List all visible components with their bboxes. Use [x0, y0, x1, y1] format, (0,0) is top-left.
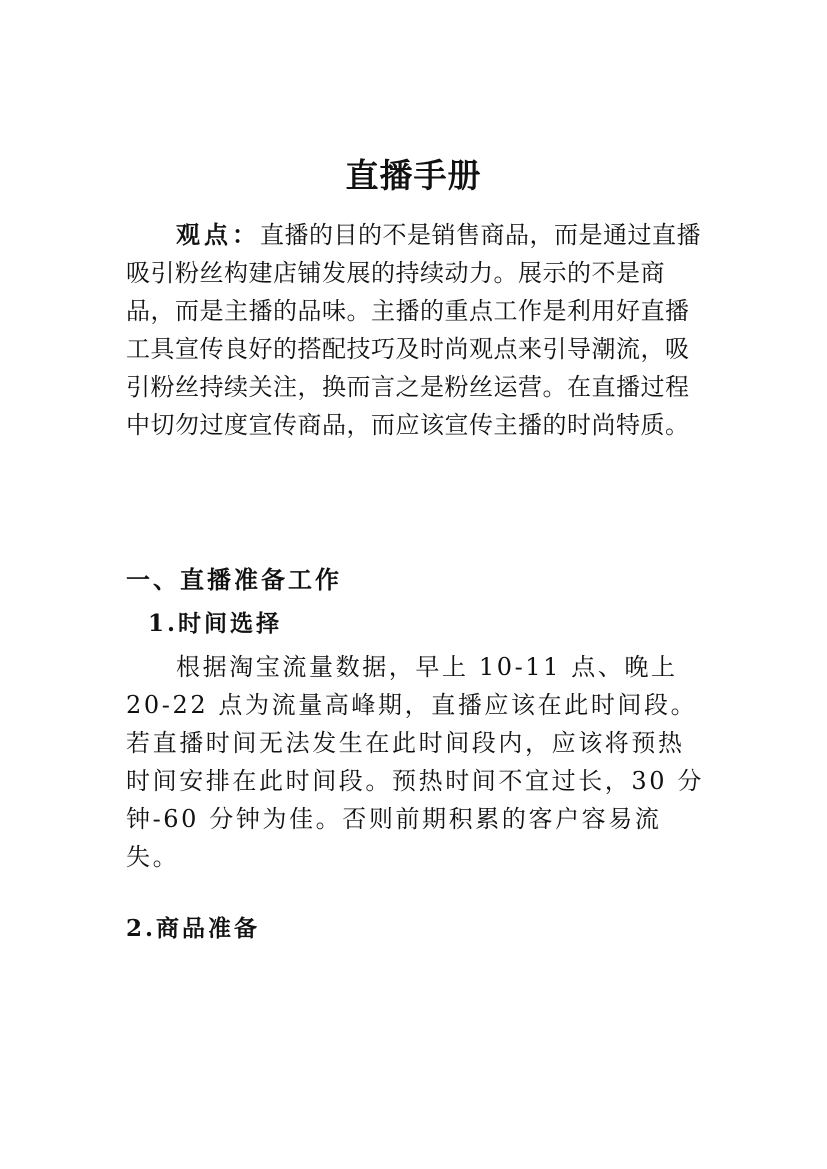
document-title: 直播手册: [345, 156, 482, 196]
subsection-heading-time: 1.时间选择: [148, 610, 283, 637]
time-text: 根据淘宝流量数据，早上 10-11 点、晚上 20-22 点为流量高峰期，直播应该在此时间段。若直播时间无法发生在此时间段内，应该将预热时间安排在此时间段。预热时间不宜过长，30 分钟-60 分钟为佳。否则前期积累的客户容易流失。: [126, 653, 704, 871]
section-heading: 一、直播准备工作: [126, 565, 342, 594]
time-paragraph: [126, 648, 706, 876]
intro-label: 观点：: [176, 220, 260, 249]
subsection-heading-goods: 2.商品准备: [126, 915, 261, 942]
intro-paragraph: [126, 216, 706, 444]
intro-text: 直播的目的不是销售商品，而是通过直播吸引粉丝构建店铺发展的持续动力。展示的不是商品，而是主播的品味。主播的重点工作是利用好直播工具宣传良好的搭配技巧及时尚观点来引导潮流，吸引粉丝持续关注，换而言之是粉丝运营。在直播过程中切勿过度宣传商品，而应该宣传主播的时尚特质。: [126, 221, 701, 439]
